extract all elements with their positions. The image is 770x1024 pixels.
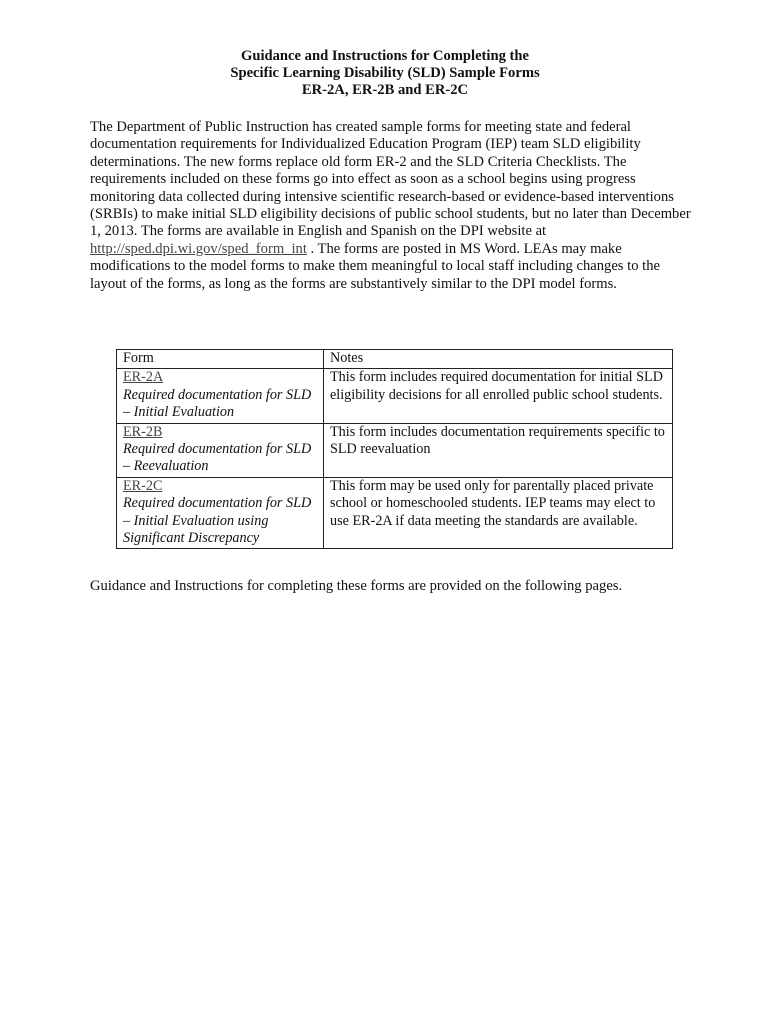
intro-text-after-link: . The forms are posted in MS Word. LEAs may make modifications to the model forms to make them meaningful to local staff including changes to the layout of the forms, as long as the forms are substantively similar to the DPI model forms.	[90, 240, 660, 292]
header-form: Form	[117, 350, 324, 369]
dpi-website-link[interactable]: http://sped.dpi.wi.gov/sped_form_int	[90, 240, 307, 257]
table-row	[117, 477, 673, 549]
form-link-er-2b[interactable]: ER-2B	[123, 423, 163, 440]
notes-cell: This form includes required documentation for initial SLD eligibility decisions for all enrolled public school students.	[324, 369, 673, 423]
notes-cell: This form may be used only for parentally placed private school or homeschooled students. IEP teams may elect to use ER-2A if data meeting the standards are available.	[324, 477, 673, 549]
table-header-row	[117, 350, 673, 369]
form-cell	[117, 369, 324, 423]
table-row	[117, 369, 673, 423]
title-line-3: ER-2A, ER-2B and ER-2C	[301, 82, 469, 98]
footer-note: Guidance and Instructions for completing these forms are provided on the following pages.	[90, 578, 623, 594]
intro-text-before-link: The Department of Public Instruction has created sample forms for meeting state and federal documentation requirements for Individualized Education Program (IEP) team SLD eligibility determinations. The new forms replace old form ER-2 and the SLD Criteria Checklists. The requirements included on these forms go into effect as soon as a school begins using progress monitoring data collected during intensive scientific research-based or evidence-based interventions (SRBIs) to make initial SLD eligibility decisions of public school students, but no later than December 1, 2013. The forms are available in English and Spanish on the DPI website at	[90, 119, 691, 240]
document-title	[0, 48, 770, 99]
form-link-er-2a[interactable]: ER-2A	[123, 369, 164, 386]
notes-cell: This form includes documentation requirements specific to SLD reevaluation	[324, 423, 673, 477]
intro-paragraph	[90, 119, 696, 293]
form-description: Required documentation for SLD – Initial Evaluation using Significant Discrepancy	[123, 495, 312, 547]
forms-table	[116, 349, 673, 549]
form-cell	[117, 423, 324, 477]
form-cell	[117, 477, 324, 549]
form-description: Required documentation for SLD – Reevaluation	[123, 441, 312, 475]
title-line-2: Specific Learning Disability (SLD) Sample Forms	[230, 65, 540, 81]
header-notes: Notes	[324, 350, 673, 369]
form-link-er-2c[interactable]: ER-2C	[123, 477, 163, 494]
form-description: Required documentation for SLD – Initial Evaluation	[123, 386, 312, 421]
title-line-1: Guidance and Instructions for Completing the	[241, 48, 529, 64]
table-row	[117, 423, 673, 477]
